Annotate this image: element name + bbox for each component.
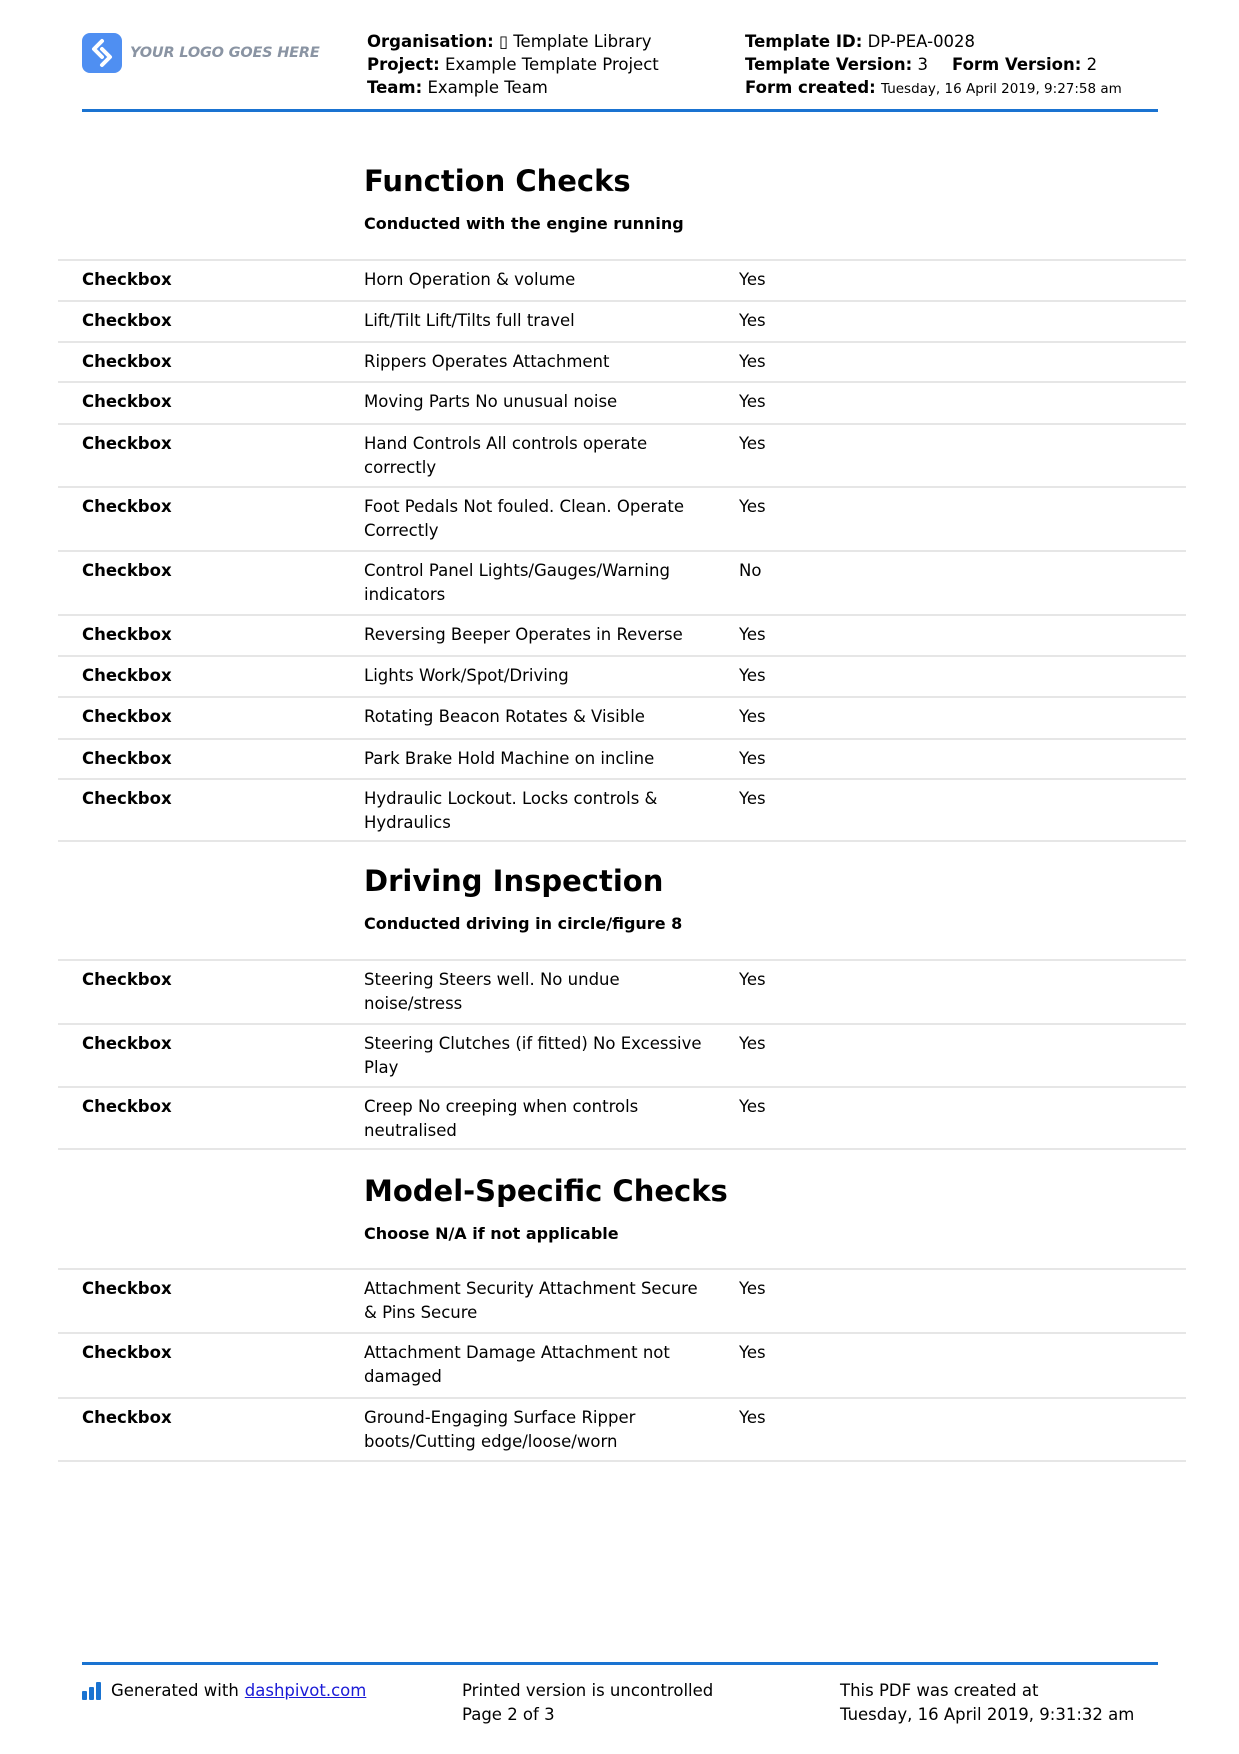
row-value: Yes bbox=[739, 270, 766, 289]
project-label: Project: bbox=[367, 55, 440, 74]
table-row bbox=[58, 423, 1186, 486]
row-value: Yes bbox=[739, 1097, 766, 1116]
row-value: Yes bbox=[739, 789, 766, 808]
table-row bbox=[58, 550, 1186, 614]
page-footer bbox=[82, 1662, 1158, 1732]
table-row bbox=[58, 1332, 1186, 1397]
logo-text: YOUR LOGO GOES HERE bbox=[130, 45, 320, 61]
row-type: Checkbox bbox=[82, 1343, 172, 1362]
checks-table bbox=[58, 259, 1186, 842]
row-value: Yes bbox=[739, 1034, 766, 1053]
form-created-label: Form created: bbox=[745, 78, 876, 97]
table-row bbox=[58, 381, 1186, 423]
row-item: Foot Pedals Not fouled. Clean. Operate Correctly bbox=[364, 497, 684, 540]
row-type: Checkbox bbox=[82, 434, 172, 453]
row-value: Yes bbox=[739, 311, 766, 330]
row-type: Checkbox bbox=[82, 970, 172, 989]
organisation-label: Organisation: bbox=[367, 32, 494, 51]
project-value: Example Template Project bbox=[444, 55, 659, 74]
row-value: Yes bbox=[739, 1279, 766, 1298]
form-created-value: Tuesday, 16 April 2019, 9:27:58 am bbox=[881, 81, 1122, 97]
row-type: Checkbox bbox=[82, 311, 172, 330]
table-row bbox=[58, 259, 1186, 300]
row-type: Checkbox bbox=[82, 666, 172, 685]
template-version-value: 3 bbox=[917, 55, 928, 74]
form-version-value: 2 bbox=[1086, 55, 1098, 74]
footer-generated bbox=[82, 1679, 366, 1703]
row-value: Yes bbox=[739, 749, 766, 768]
table-row bbox=[58, 959, 1186, 1023]
row-type: Checkbox bbox=[82, 1408, 172, 1427]
checks-table bbox=[58, 1268, 1186, 1462]
table-row bbox=[58, 614, 1186, 655]
row-item: Lights Work/Spot/Driving bbox=[364, 666, 569, 685]
section-subtitle: Conducted driving in circle/figure 8 bbox=[364, 914, 683, 933]
section-title: Model-Specific Checks bbox=[364, 1174, 728, 1208]
row-value: Yes bbox=[739, 497, 766, 516]
row-type: Checkbox bbox=[82, 1097, 172, 1116]
footer-print-info bbox=[462, 1679, 713, 1727]
table-row bbox=[58, 1268, 1186, 1332]
row-type: Checkbox bbox=[82, 392, 172, 411]
dashpivot-bars-icon bbox=[82, 1682, 103, 1700]
table-row bbox=[58, 655, 1186, 696]
template-id-label: Template ID: bbox=[745, 32, 863, 51]
table-row bbox=[58, 738, 1186, 778]
header-template-info bbox=[745, 30, 1122, 101]
section-subtitle: Conducted with the engine running bbox=[364, 214, 684, 233]
table-row bbox=[58, 486, 1186, 550]
table-row bbox=[58, 300, 1186, 341]
row-type: Checkbox bbox=[82, 497, 172, 516]
row-value: Yes bbox=[739, 625, 766, 644]
row-value: Yes bbox=[739, 1408, 766, 1427]
row-type: Checkbox bbox=[82, 625, 172, 644]
section-title: Driving Inspection bbox=[364, 864, 664, 898]
row-value: Yes bbox=[739, 1343, 766, 1362]
row-value: Yes bbox=[739, 392, 766, 411]
table-row bbox=[58, 1023, 1186, 1086]
row-type: Checkbox bbox=[82, 707, 172, 726]
logo bbox=[82, 33, 320, 73]
checks-table bbox=[58, 959, 1186, 1150]
team-value: Example Team bbox=[427, 78, 548, 97]
section-title: Function Checks bbox=[364, 164, 631, 198]
template-id-value: DP-PEA-0028 bbox=[867, 32, 976, 51]
row-item: Attachment Damage Attachment not damaged bbox=[364, 1343, 670, 1386]
table-row bbox=[58, 341, 1186, 381]
table-row bbox=[58, 696, 1186, 738]
row-type: Checkbox bbox=[82, 1279, 172, 1298]
row-item: Steering Clutches (if fitted) No Excessive Play bbox=[364, 1034, 702, 1077]
row-type: Checkbox bbox=[82, 749, 172, 768]
row-value: Yes bbox=[739, 352, 766, 371]
template-version-label: Template Version: bbox=[745, 55, 913, 74]
generated-text: Generated with bbox=[111, 1681, 239, 1700]
row-item: Moving Parts No unusual noise bbox=[364, 392, 618, 411]
row-item: Steering Steers well. No undue noise/stress bbox=[364, 970, 620, 1013]
row-value: Yes bbox=[739, 970, 766, 989]
row-value: Yes bbox=[739, 666, 766, 685]
row-item: Hydraulic Lockout. Locks controls & Hydraulics bbox=[364, 789, 658, 832]
footer-created-info bbox=[840, 1679, 1134, 1727]
form-version-label: Form Version: bbox=[951, 55, 1082, 74]
team-label: Team: bbox=[367, 78, 423, 97]
row-type: Checkbox bbox=[82, 270, 172, 289]
table-row bbox=[58, 1086, 1186, 1150]
row-item: Reversing Beeper Operates in Reverse bbox=[364, 625, 683, 644]
page-header bbox=[82, 30, 1158, 112]
row-type: Checkbox bbox=[82, 561, 172, 580]
row-item: Rippers Operates Attachment bbox=[364, 352, 610, 371]
row-item: Rotating Beacon Rotates & Visible bbox=[364, 707, 645, 726]
logo-icon bbox=[82, 33, 122, 73]
row-item: Horn Operation & volume bbox=[364, 270, 576, 289]
row-item: Hand Controls All controls operate correctly bbox=[364, 434, 648, 477]
pdf-created-label: This PDF was created at bbox=[840, 1681, 1039, 1700]
pdf-created-date: Tuesday, 16 April 2019, 9:31:32 am bbox=[840, 1705, 1135, 1724]
row-value: No bbox=[739, 561, 762, 580]
printed-notice: Printed version is uncontrolled bbox=[462, 1681, 714, 1700]
row-type: Checkbox bbox=[82, 789, 172, 808]
row-type: Checkbox bbox=[82, 352, 172, 371]
row-value: Yes bbox=[739, 434, 766, 453]
row-item: Park Brake Hold Machine on incline bbox=[364, 749, 655, 768]
row-item: Ground-Engaging Surface Ripper boots/Cutting edge/loose/worn bbox=[364, 1408, 636, 1451]
organisation-value: ▯ Template Library bbox=[498, 32, 652, 51]
row-item: Creep No creeping when controls neutralised bbox=[364, 1097, 639, 1140]
dashpivot-link[interactable]: dashpivot.com bbox=[244, 1681, 367, 1700]
section-subtitle: Choose N/A if not applicable bbox=[364, 1224, 619, 1243]
row-item: Lift/Tilt Lift/Tilts full travel bbox=[364, 311, 575, 330]
header-project-info bbox=[367, 30, 659, 99]
table-row bbox=[58, 778, 1186, 842]
table-row bbox=[58, 1397, 1186, 1462]
row-type: Checkbox bbox=[82, 1034, 172, 1053]
row-item: Control Panel Lights/Gauges/Warning indicators bbox=[364, 561, 670, 604]
row-item: Attachment Security Attachment Secure & Pins Secure bbox=[364, 1279, 698, 1322]
page-number: Page 2 of 3 bbox=[462, 1705, 555, 1724]
row-value: Yes bbox=[739, 707, 766, 726]
